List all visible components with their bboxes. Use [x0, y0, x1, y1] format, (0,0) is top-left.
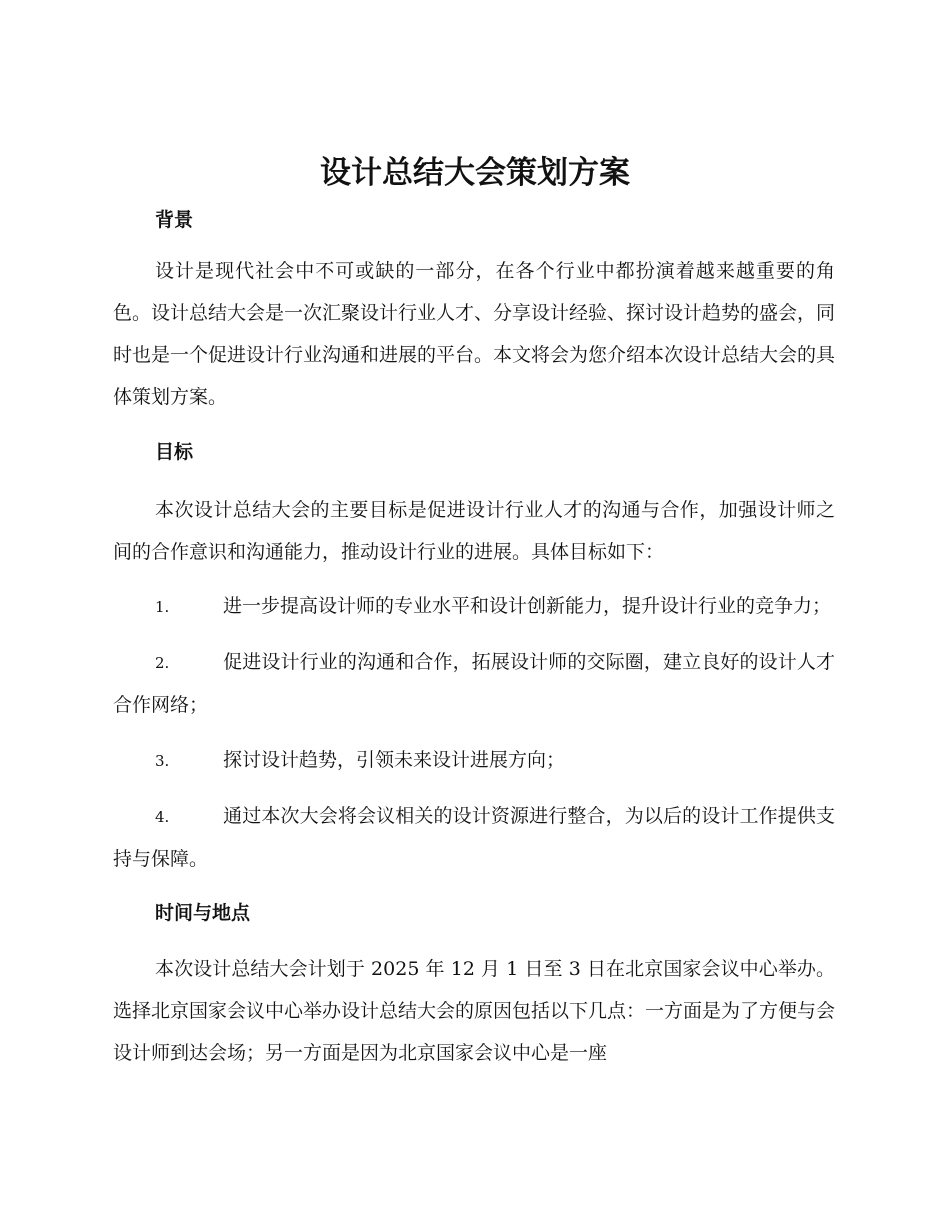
list-item-number: 3. [155, 752, 170, 770]
list-item [113, 739, 835, 782]
list-item-text: 促进设计行业的沟通和合作，拓展设计师的交际圈，建立良好的设计人才合作网络； [113, 651, 835, 716]
list-item-text: 探讨设计趋势，引领未来设计进展方向； [223, 749, 566, 771]
time-place-paragraph: 本次设计总结大会计划于 2025 年 12 月 1 日至 3 日在北京国家会议中心举办。选择北京国家会议中心举办设计总结大会的原因包括以下几点：一方面是为了方便与会设计师到达会场；另一方面是因为北京国家会议中心是一座 [113, 958, 836, 1064]
list-item [113, 795, 835, 880]
document-body [113, 200, 835, 1074]
background-paragraph: 设计是现代社会中不可或缺的一部分，在各个行业中都扮演着越来越重要的角色。设计总结大会是一次汇聚设计行业人才、分享设计经验、探讨设计趋势的盛会，同时也是一个促进设计行业沟通和进展的平台。本文将会为您介绍本次设计总结大会的具体策划方案。 [113, 260, 836, 408]
list-item-number: 2. [155, 654, 170, 672]
section-heading-goals: 目标 [155, 441, 194, 463]
list-item-number: 1. [155, 598, 170, 616]
list-item [113, 585, 835, 628]
list-item-text: 进一步提高设计师的专业水平和设计创新能力，提升设计行业的竞争力； [223, 595, 832, 617]
goals-paragraph: 本次设计总结大会的主要目标是促进设计行业人才的沟通与合作，加强设计师之间的合作意识和沟通能力，推动设计行业的进展。具体目标如下： [113, 499, 835, 563]
section-heading-time-place: 时间与地点 [155, 902, 251, 924]
goals-list [113, 585, 835, 880]
document-title: 设计总结大会策划方案 [320, 155, 630, 191]
section-heading-background: 背景 [155, 209, 194, 231]
list-item-number: 4. [155, 808, 170, 826]
list-item [113, 641, 835, 726]
list-item-text: 通过本次大会将会议相关的设计资源进行整合，为以后的设计工作提供支持与保障。 [113, 805, 835, 870]
